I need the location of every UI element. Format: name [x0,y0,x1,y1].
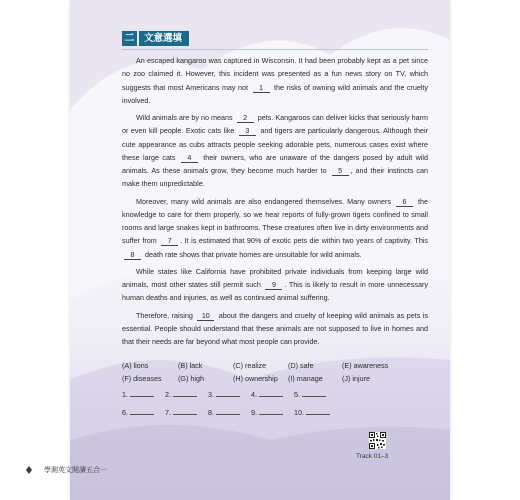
passage-text: their owners, who are unaware of the dangers posed by adult wild animals. As these animals grow, they become much harder to [122,152,428,175]
answer-label: 5. [294,390,300,399]
passage-paragraph [122,309,428,349]
option-row [122,374,428,387]
blank-6[interactable]: 6 [396,197,413,207]
audio-track-label: Track 01–3 [356,453,389,460]
answer-blank[interactable] [216,406,240,415]
passage-text: Wild animals are by no means [136,113,235,122]
blank-9[interactable]: 9 [265,280,282,290]
passage-text: , and their instincts can make them unpredictable. [122,166,428,189]
answer-label: 1. [122,390,128,399]
option-c: (C) realize [233,361,267,370]
passage-paragraph [122,111,428,191]
qr-code-icon[interactable] [369,432,386,449]
option-g: (G) high [178,374,204,383]
blank-1[interactable]: 1 [253,83,270,93]
passage-text: While states like California have prohibited private individuals from keeping large wild animals, most other states still permit such [122,266,428,289]
answer-label: 2. [165,390,171,399]
option-j: (J) injure [342,374,370,383]
answer-blank[interactable] [306,406,330,415]
answer-blank[interactable] [259,406,283,415]
section-divider [122,49,428,50]
answer-label: 3. [208,390,214,399]
answer-label: 4. [251,390,257,399]
section-header [122,31,189,46]
footer-book-title: 學測英文閱讀五合一 [44,467,107,474]
page-content [70,0,450,500]
passage-text: Therefore, raising [136,310,196,320]
passage-text: the risks of owning wild animals and the cruelty involved. [122,82,429,105]
answer-blank[interactable] [302,388,326,397]
answer-label: 6. [122,408,128,417]
answer-blank[interactable] [130,388,154,397]
blank-8[interactable]: 8 [124,250,141,260]
passage-text: death rate shows that private homes are unsuitable for wild animals. [143,249,362,259]
answer-row [122,388,428,405]
answer-label: 8. [208,408,214,417]
blank-3[interactable]: 3 [239,126,256,136]
answer-row [122,406,428,423]
blank-2[interactable]: 2 [237,113,254,123]
blank-10[interactable]: 10 [197,311,214,321]
option-b: (B) lack [178,361,203,370]
passage-text: . This is likely to result in more unnecessary human deaths and injuries, as well as continued animal suffering. [122,280,428,303]
blank-5[interactable]: 5 [332,166,349,176]
passage-text: about the dangers and cruelty of keeping wild animals as pets is essential. People should understand that these animals are not supposed to live in homes and that their needs are far beyond what most people can provide. [122,310,428,346]
passage-paragraph [122,195,428,261]
passage-text: Moreover, many wild animals are also endangered themselves. Many owners [136,196,394,206]
passage-text: An escaped kangaroo was captured in Wisconsin. It had been probably kept as a pet since no zoo claimed it. However, this incident was presented as a fun news story on TV, which suggests that most Americans may not [122,56,428,92]
page [70,0,450,500]
option-h: (H) ownership [233,374,278,383]
option-row [122,361,428,374]
option-e: (E) awareness [342,361,389,370]
option-a: (A) lions [122,361,149,370]
passage-text: and tigers are particularly dangerous. Although their cute appearance as cubs attracts people seeking adorable pets, numerous cases exist where these large cats [122,126,428,162]
page-marker-icon [26,466,32,474]
option-i: (I) manage [288,374,323,383]
option-d: (D) safe [288,361,314,370]
passage-paragraph [122,265,428,305]
answer-label: 9. [251,408,257,417]
answer-blank[interactable] [130,406,154,415]
option-f: (F) diseases [122,374,162,383]
blank-7[interactable]: 7 [161,236,178,246]
blank-4[interactable]: 4 [181,153,198,163]
answer-blank[interactable] [216,388,240,397]
answer-blank[interactable] [259,388,283,397]
passage [122,54,428,352]
answer-label: 10. [294,408,304,417]
answer-blank[interactable] [173,406,197,415]
passage-paragraph [122,54,428,107]
section-number: 二 [122,31,137,46]
answer-label: 7. [165,408,171,417]
options-panel [122,361,428,423]
passage-text: pets. Kangaroos can deliver kicks that seriously harm or even kill people. Exotic cats like [122,113,428,136]
passage-text: . It is estimated that 90% of exotic pets die within two years of captivity. This [180,236,429,246]
passage-text: the knowledge to care for them properly, so we hear reports of fully-grown tigers confined to small rooms and large snakes kept in bathrooms. These creatures often live in dirty environments and suffer from [122,196,429,246]
answer-blank[interactable] [173,388,197,397]
section-title: 文意選填 [139,31,189,46]
